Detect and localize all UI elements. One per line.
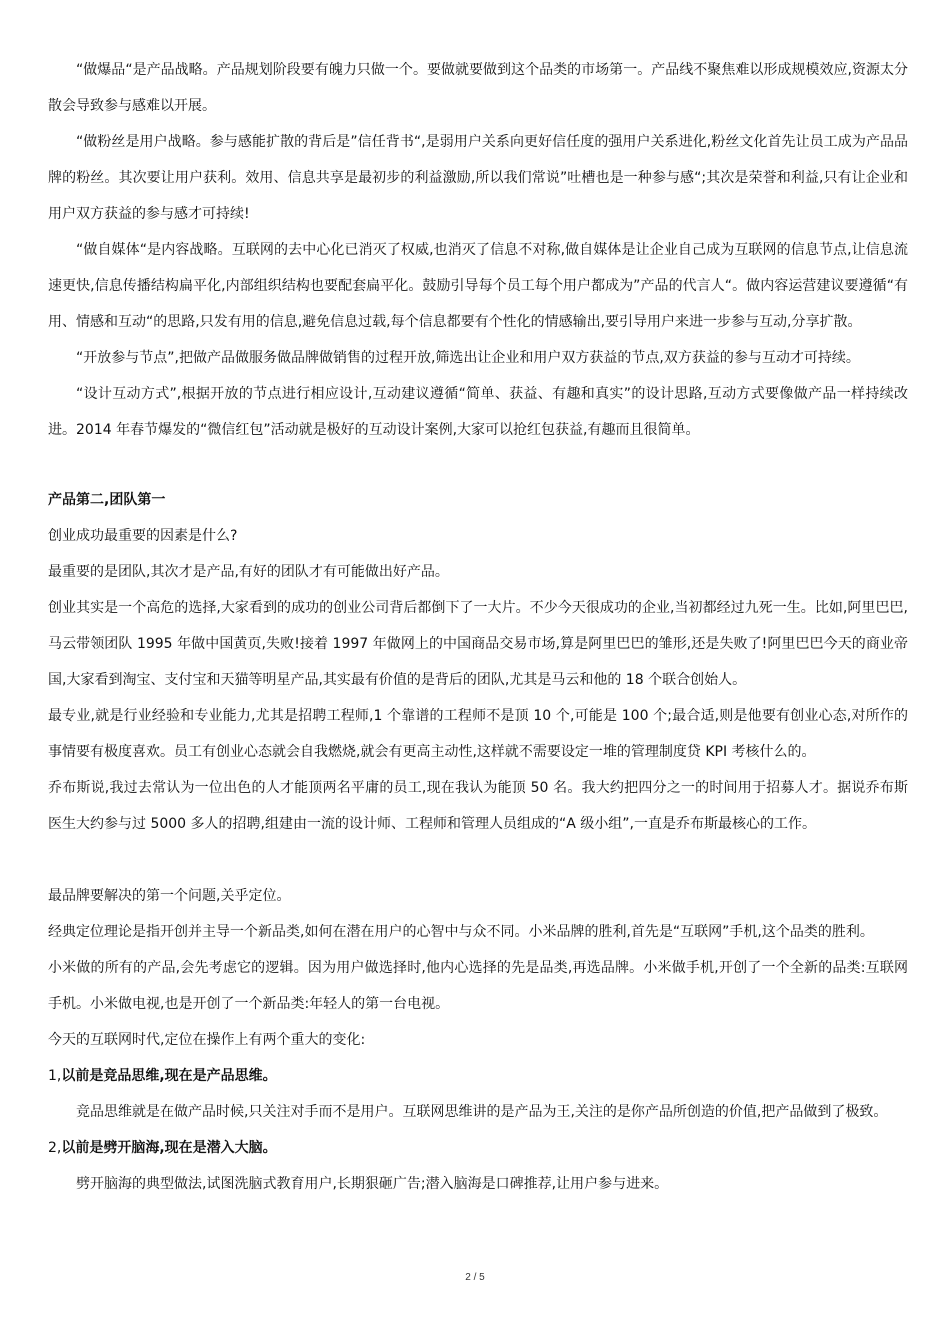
paragraph-xiaomi-category: 小米做的所有的产品,会先考虑它的逻辑。因为用户做选择时,他内心选择的先是品类,再选品牌。小米做手机,开创了一个全新的品类:互联网手机。小米做电视,也是开创了一个新品类:年轻人的第一台电视。: [48, 960, 908, 1012]
page-number: 2 / 5: [465, 1272, 485, 1283]
change-2-body: 劈开脑海的典型做法,试图洗脑式教育用户,长期狠砸广告;潜入脑海是口碑推荐,让用户参与进来。: [76, 1176, 669, 1192]
change-2-title: 以前是劈开脑海,现在是潜入大脑。: [61, 1140, 277, 1156]
paragraph-open-nodes: “开放参与节点”,把做产品做服务做品牌做销售的过程开放,筛选出让企业和用户双方获益的节点,双方获益的参与互动才可持续。: [76, 350, 860, 366]
change-1-title: 以前是竞品思维,现在是产品思维。: [61, 1068, 277, 1084]
paragraph-two-changes: 今天的互联网时代,定位在操作上有两个重大的变化:: [48, 1032, 366, 1048]
paragraph-professional: 最专业,就是行业经验和专业能力,尤其是招聘工程师,1 个靠谱的工程师不是顶 10 个,可能是 100 个;最合适,则是他要有创业心态,对所作的事情要有极度喜欢。员工有创业心态就会自我燃烧,就会有更高主动性,这样就不需要设定一堆的管理制度贷 KPI 考核什么的。: [48, 708, 908, 760]
paragraph-positioning-theory: 经典定位理论是指开创并主导一个新品类,如何在潜在用户的心智中与众不同。小米品牌的胜利,首先是“互联网”手机,这个品类的胜利。: [48, 924, 874, 940]
paragraph-question: 创业成功最重要的因素是什么?: [48, 528, 238, 544]
change-1-body: 竞品思维就是在做产品时候,只关注对手而不是用户。互联网思维讲的是产品为王,关注的是你产品所创造的价值,把产品做到了极致。: [76, 1104, 888, 1120]
paragraph-interaction-design: “设计互动方式”,根据开放的节点进行相应设计,互动建议遵循“简单、获益、有趣和真实”的设计思路,互动方式要像做产品一样持续改进。2014 年春节爆发的“微信红包”活动就是极好的互动设计案例,大家可以抢红包获益,有趣而且很简单。: [48, 386, 908, 438]
paragraph-hot-product: “做爆品“是产品战略。产品规划阶段要有魄力只做一个。要做就要做到这个品类的市场第一。产品线不聚焦难以形成规模效应,资源太分散会导致参与感难以开展。: [48, 62, 908, 114]
paragraph-jobs: 乔布斯说,我过去常认为一位出色的人才能顶两名平庸的员工,现在我认为能顶 50 名。我大约把四分之一的时间用于招募人才。据说乔布斯医生大约参与过 5000 多人的招聘,组建由一流的设计师、工程师和管理人员组成的“A 级小组”,一直是乔布斯最核心的工作。: [48, 780, 908, 832]
paragraph-team-first: 最重要的是团队,其次才是产品,有好的团队才有可能做出好产品。: [48, 564, 449, 580]
paragraph-self-media: “做自媒体“是内容战略。互联网的去中心化已消灭了权威,也消灭了信息不对称,做自媒体是让企业自己成为互联网的信息节点,让信息流速更快,信息传播结构扁平化,内部组织结构也要配套扁平化。鼓励引导每个员工每个用户都成为”产品的代言人“。做内容运营建议要遵循“有用、情感和互动“的思路,只发有用的信息,避免信息过载,每个信息都要有个性化的情感输出,要引导用户来进一步参与互动,分享扩散。: [48, 242, 908, 330]
change-1-heading: [48, 1058, 908, 1094]
page-content: [48, 52, 908, 1202]
change-2-heading: [48, 1130, 908, 1166]
paragraph-alibaba: 创业其实是一个高危的选择,大家看到的成功的创业公司背后都倒下了一大片。不少今天很成功的企业,当初都经过九死一生。比如,阿里巴巴,马云带领团队 1995 年做中国黄页,失败!接着 1997 年做网上的中国商品交易市场,算是阿里巴巴的雏形,还是失败了!阿里巴巴今天的商业帝国,大家看到淘宝、支付宝和天猫等明星产品,其实最有价值的是背后的团队,尤其是马云和他的 18 个联合创始人。: [48, 600, 908, 688]
change-1-number: 1,: [48, 1068, 62, 1084]
paragraph-positioning: 最品牌要解决的第一个问题,关乎定位。: [48, 888, 291, 904]
section-title: 产品第二,团队第一: [48, 492, 166, 508]
change-2-number: 2,: [48, 1140, 62, 1156]
paragraph-fans: “做粉丝是用户战略。参与感能扩散的背后是”信任背书“,是弱用户关系向更好信任度的强用户关系进化,粉丝文化首先让员工成为产品品牌的粉丝。其次要让用户获利。效用、信息共享是最初步的利益激励,所以我们常说”吐槽也是一种参与感“;其次是荣誉和利益,只有让企业和用户双方获益的参与感才可持续!: [48, 134, 908, 222]
